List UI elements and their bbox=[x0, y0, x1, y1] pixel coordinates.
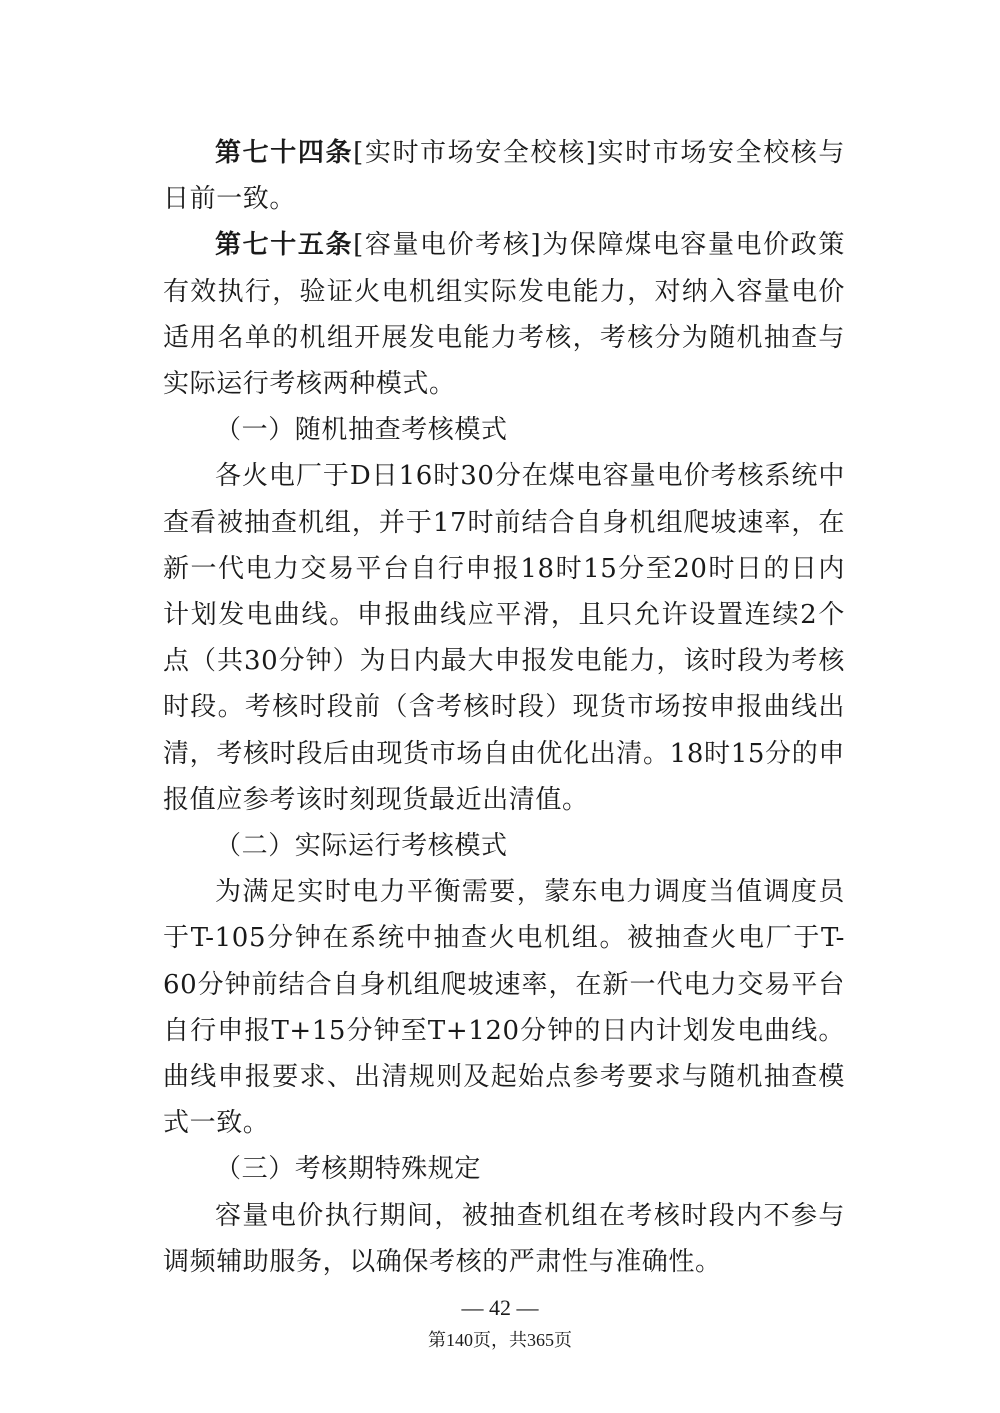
section-1-title: （一）随机抽查考核模式 bbox=[215, 415, 508, 446]
section-2-body: 为满足实时电力平衡需要，蒙东电力调度当值调度员于T-105分钟在系统中抽查火电机组。被抽查火电厂于T-60分钟前结合自身机组爬坡速率，在新一代电力交易平台自行申报T+15分钟至T+120分钟的日内计划发电曲线。曲线申报要求、出清规则及起始点参考要求与随机抽查模式一致。 bbox=[163, 877, 845, 1139]
article-75-text: [容量电价考核]为保障煤电容量电价政策有效执行，验证火电机组实际发电能力，对纳入容量电价适用名单的机组开展发电能力考核，考核分为随机抽查与实际运行考核两种模式。 bbox=[163, 230, 845, 400]
section-2-title: （二）实际运行考核模式 bbox=[215, 831, 508, 862]
section-3-body: 容量电价执行期间，被抽查机组在考核时段内不参与调频辅助服务，以确保考核的严肃性与准确性。 bbox=[163, 1200, 845, 1277]
article-74-text: [实时市场安全校核]实时市场安全校核与日前一致。 bbox=[163, 138, 845, 215]
section-1-body: 各火电厂于D日16时30分在煤电容量电价考核系统中查看被抽查机组，并于17时前结合自身机组爬坡速率，在新一代电力交易平台自行申报18时15分至20时日的日内计划发电曲线。申报曲线应平滑，且只允许设置连续2个点（共30分钟）为日内最大申报发电能力，该时段为考核时段。考核时段前（含考核时段）现货市场按申报曲线出清，考核时段后由现货市场自由优化出清。18时15分的申报值应参考该时刻现货最近出清值。 bbox=[163, 461, 845, 815]
page-total: 第140页，共365页 bbox=[428, 1330, 572, 1350]
article-74 bbox=[163, 130, 845, 222]
page-number: — 42 — bbox=[461, 1295, 539, 1320]
article-74-heading: 第七十四条 bbox=[215, 138, 354, 168]
document-body bbox=[163, 130, 845, 1285]
section-3-title: （三）考核期特殊规定 bbox=[215, 1154, 482, 1185]
article-75 bbox=[163, 222, 845, 407]
article-75-heading: 第七十五条 bbox=[215, 230, 354, 261]
